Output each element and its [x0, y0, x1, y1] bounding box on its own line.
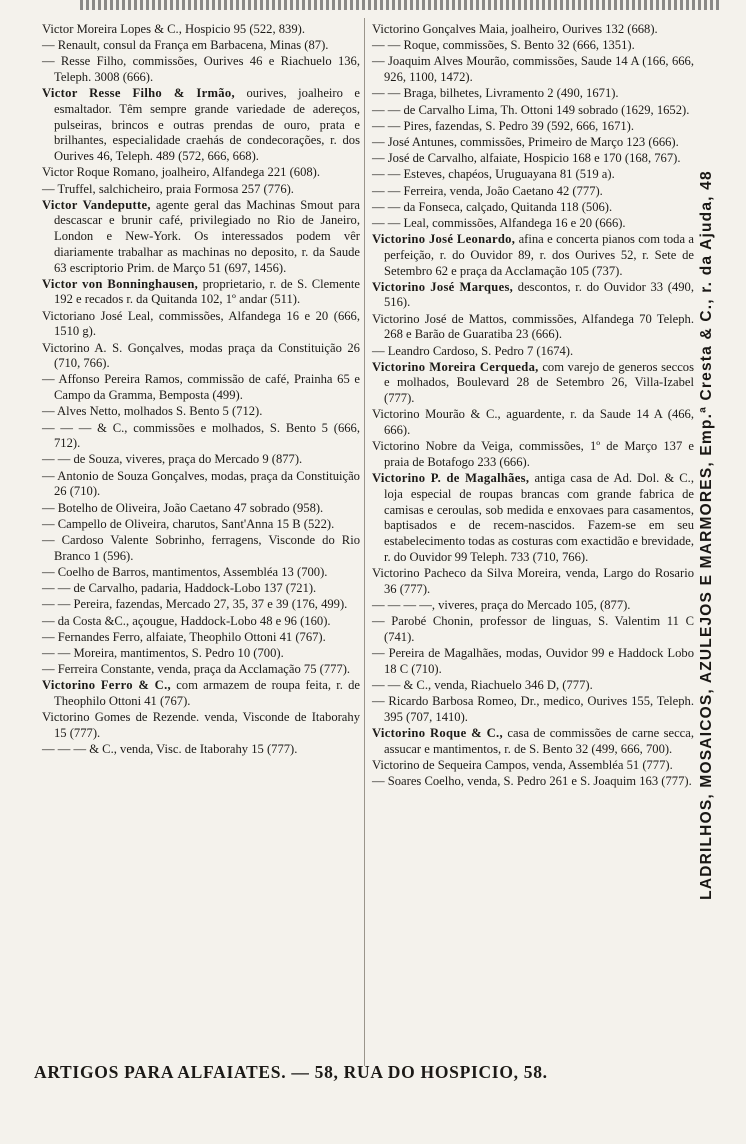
- entry-name: Victorino Ferro & C.,: [42, 678, 171, 693]
- entry-details: venda, Visc. de Itaborahy 15 (777).: [120, 742, 298, 757]
- entry-name: — Botelho de Oliveira,: [42, 500, 161, 515]
- entry-details: Th. Ottoni 149 sobrado (1629, 1652).: [500, 102, 690, 117]
- directory-entry: [372, 646, 694, 677]
- directory-entry: [42, 277, 360, 308]
- entry-name: Victorino Gomes de Rezende.: [42, 710, 200, 725]
- entry-details: professor de linguas, S. Valentim 11 C (741).: [384, 614, 694, 644]
- entry-details: chapéos, Uruguayana 81 (519 a).: [448, 167, 615, 182]
- side-advertisement-text: LADRILHOS, MOSAICOS, AZULEJOS E MARMORES, Emp.ª Cresta & C., r. da Ajuda, 48: [698, 170, 716, 900]
- entry-name: Victor Roque Romano,: [42, 165, 159, 180]
- entry-name: Victor Moreira Lopes & C.,: [42, 22, 182, 36]
- entry-name: Victorino Gonçalves Maia,: [372, 22, 508, 36]
- entry-details: joalheiro, Alfandega 221 (608).: [161, 165, 321, 180]
- entry-details: commissão de café, Prainha 65 e Campo da Gramma, Bemposta (499).: [54, 372, 361, 403]
- entry-name: Victoriano José Leal,: [42, 308, 154, 323]
- directory-entry: [42, 54, 360, 85]
- entry-details: João Caetano 47 sobrado (958).: [163, 500, 324, 515]
- entry-details: antiga casa de Ad. Dol. & C., loja especial de roupas brancas com grande fabrica de camisas e ceroulas, sob medida e enxovaes para casamentos, baptisados e de recem-nascidos. Fazem-se em seu estabelecimento todas as costuras com exactidão e brevidade, r. do Ouvidor 99 Teleph. 733 (710, 766).: [384, 471, 694, 564]
- directory-entry: [42, 404, 360, 420]
- entry-name: Victor von Bonninghausen,: [42, 276, 199, 291]
- entry-name: — Renault,: [42, 38, 101, 53]
- entry-name: — Joaquim Alves Mourão,: [372, 54, 510, 69]
- entry-details: padaria, Haddock-Lobo 137 (721).: [141, 581, 317, 596]
- entry-name: Victorino A. S. Gonçalves,: [42, 340, 185, 355]
- directory-entry: [42, 341, 360, 372]
- directory-entry: [372, 184, 694, 200]
- directory-entry: [42, 597, 360, 613]
- directory-entry: [42, 662, 360, 678]
- entry-details: commissões, Saude 14 A (166, 666, 926, 1100, 1472).: [384, 54, 695, 85]
- entry-details: casa de commissões de carne secca, assucar e mantimentos, r. de S. Bento 32 (499, 666, 700).: [384, 725, 695, 756]
- column-divider: [364, 18, 365, 1066]
- directory-entry: [42, 517, 360, 533]
- directory-entry: [372, 678, 694, 694]
- entry-details: alfaiate, Hospicio 168 e 170 (168, 767).: [480, 151, 681, 166]
- directory-entry: [42, 22, 360, 38]
- entry-details: commissões, 1º de Março 137 e praia de Botafogo 233 (666).: [384, 439, 694, 469]
- entry-name: — — Esteves,: [372, 167, 446, 182]
- right-column: [372, 22, 694, 790]
- entry-details: descontos, r. do Ouvidor 33 (490, 516).: [384, 279, 694, 310]
- entry-details: viveres, praça do Mercado 9 (877).: [125, 452, 303, 467]
- entry-name: — — de Carvalho Lima,: [372, 102, 498, 117]
- entry-name: — Coelho de Barros,: [42, 564, 150, 579]
- entry-details: commissões e molhados, S. Bento 5 (666, 712).: [54, 420, 361, 451]
- entry-details: ferragens, Visconde do Rio Branco 1 (596).: [54, 533, 360, 563]
- directory-entry: [372, 135, 694, 151]
- entry-name: — Antonio de Souza Gonçalves,: [42, 468, 208, 483]
- directory-entry: [372, 344, 694, 360]
- entry-details: mantimentos, S. Pedro 10 (700).: [120, 645, 284, 660]
- directory-entry: [372, 22, 694, 38]
- entry-name: Victorino Roque & C.,: [372, 725, 503, 740]
- directory-entry: [42, 678, 360, 709]
- entry-details: charutos, Sant'Anna 15 B (522).: [172, 516, 335, 531]
- entry-name: Victorino José de Mattos,: [372, 311, 507, 326]
- entry-details: alfaiate, Theophilo Ottoni 41 (767).: [146, 629, 326, 644]
- directory-entry: [372, 471, 694, 565]
- entry-name: — — — —,: [372, 597, 435, 612]
- entry-details: consul da França em Barbacena, Minas (87).: [103, 38, 329, 53]
- entry-details: aguardente, r. da Saude 14 A (466, 666).: [384, 407, 694, 438]
- entry-name: — — Braga,: [372, 86, 437, 101]
- entry-details: venda, Largo do Rosario 36 (777).: [384, 565, 695, 596]
- entry-details: açougue, Haddock-Lobo 48 e 96 (160).: [132, 613, 331, 628]
- entry-name: Victor Vandeputte,: [42, 197, 151, 212]
- directory-entry: [42, 710, 360, 741]
- entry-details: modas, Ouvidor 99 e Haddock Lobo 18 C (710).: [384, 645, 694, 676]
- directory-entry: [372, 566, 694, 597]
- entry-name: — Ricardo Barbosa Romeo,: [372, 694, 517, 709]
- entry-details: fazendas, Mercado 27, 35, 37 e 39 (176, 499).: [115, 597, 348, 612]
- directory-entry: [42, 38, 360, 54]
- entry-details: agente geral das Machinas Smout para descascar e brunir café, privilegiado no Rio de Janeiro, London e New-York. Os interessados podem vêr diariamente trabalhar as machinas no deposito, r. da Saude 63 escriptorio Prim. de Março 51 (697, 1456).: [54, 197, 360, 275]
- entry-details: proprietario, r. de S. Clemente 192 e recados r. da Quitanda 102, 1º andar (511).: [54, 276, 360, 307]
- directory-entry: [372, 726, 694, 757]
- entry-details: venda, João Caetano 42 (777).: [449, 183, 603, 198]
- directory-entry: [372, 103, 694, 119]
- entry-details: mantimentos, Assembléa 13 (700).: [152, 564, 328, 579]
- directory-entry: [42, 86, 360, 165]
- entry-name: — Soares Coelho,: [372, 774, 464, 789]
- directory-entry: [372, 694, 694, 725]
- entry-name: — — Leal,: [372, 215, 430, 230]
- entry-name: — — Pires,: [372, 118, 432, 133]
- entry-details: bilhetes, Livramento 2 (490, 1671).: [439, 86, 619, 101]
- entry-name: — — Moreira,: [42, 645, 118, 660]
- entry-details: modas praça da Constituição 26 (710, 766).: [54, 340, 360, 371]
- entry-name: Victorino de Sequeira Campos,: [372, 757, 530, 772]
- entry-name: — — — & C.,: [42, 420, 128, 435]
- entry-details: modas, praça da Constituição 26 (710).: [54, 468, 360, 499]
- entry-details: commissões, Ourives 46 e Riachuelo 136, Teleph. 3008 (666).: [54, 54, 360, 85]
- entry-name: Victorino P. de Magalhães,: [372, 471, 530, 486]
- directory-entry: [42, 372, 360, 403]
- entry-name: Victorino Pacheco da Silva Moreira,: [372, 565, 562, 580]
- entry-details: molhados S. Bento 5 (712).: [123, 404, 263, 419]
- entry-name: — — & C.,: [372, 677, 432, 692]
- directory-entry: [372, 360, 694, 407]
- entry-name: — — de Carvalho,: [42, 581, 138, 596]
- printed-border-strip: [80, 0, 720, 10]
- directory-entry: [372, 119, 694, 135]
- directory-entry: [372, 200, 694, 216]
- entry-name: Victorino José Marques,: [372, 279, 514, 294]
- entry-name: Victorino José Leonardo,: [372, 232, 516, 247]
- entry-name: — da Costa &C.,: [42, 613, 130, 628]
- entry-details: commissões, Primeiro de Março 123 (666).: [460, 134, 679, 149]
- entry-name: — Affonso Pereira Ramos,: [42, 372, 183, 387]
- directory-entry: [42, 165, 360, 181]
- entry-details: venda, Riachuelo 346 D, (777).: [434, 677, 593, 692]
- entry-name: — — Roque,: [372, 38, 440, 53]
- entry-details: Hospicio 95 (522, 839).: [185, 22, 305, 36]
- directory-entry: [372, 614, 694, 645]
- entry-name: — — Ferreira,: [372, 183, 447, 198]
- directory-entry: [372, 774, 694, 790]
- directory-entry: [372, 151, 694, 167]
- side-advertisement: [694, 30, 720, 1040]
- directory-entry: [42, 742, 360, 758]
- directory-entry: [372, 86, 694, 102]
- entry-details: salchicheiro, praia Formosa 257 (776).: [98, 181, 294, 196]
- entry-details: commissões, S. Bento 32 (666, 1351).: [442, 38, 635, 53]
- footer-advertisement: ARTIGOS PARA ALFAIATES. — 58, RUA DO HOSPICIO, 58.: [34, 1062, 548, 1082]
- entry-details: commissões, Alfandega 70 Teleph. 268 e Barão de Guaratiba 23 (666).: [384, 311, 694, 342]
- directory-entry: [372, 758, 694, 774]
- directory-entry: [42, 469, 360, 500]
- entry-details: com armazem de roupa feita, r. de Theophilo Ottoni 41 (767).: [54, 678, 360, 709]
- directory-entry: [42, 581, 360, 597]
- entry-name: — Pereira de Magalhães,: [372, 645, 502, 660]
- entry-name: — — da Fonseca,: [372, 199, 463, 214]
- entry-name: — José de Carvalho,: [372, 151, 477, 166]
- entry-name: — — — & C.,: [42, 742, 117, 757]
- left-column: [42, 22, 360, 758]
- entry-name: — — Pereira,: [42, 597, 113, 612]
- entry-details: afina e concerta pianos com toda a perfeição, r. do Ouvidor 89, r. dos Ourives 52, r. Sete de Setembro 62 e praça da Acclamação 105 (737).: [384, 232, 694, 278]
- entry-name: — Truffel,: [42, 181, 96, 196]
- directory-entry: [42, 533, 360, 564]
- directory-entry: [372, 598, 694, 614]
- entry-details: fazendas, S. Pedro 39 (592, 666, 1671).: [434, 118, 635, 133]
- directory-entry: [42, 630, 360, 646]
- directory-entry: [42, 501, 360, 517]
- directory-entry: [372, 232, 694, 279]
- entry-details: S. Pedro 7 (1674).: [481, 343, 574, 358]
- entry-name: Victor Resse Filho & Irmão,: [42, 86, 235, 101]
- entry-details: calçado, Quitanda 118 (506).: [466, 199, 613, 214]
- entry-details: venda, Visconde de Itaborahy 15 (777).: [54, 710, 360, 740]
- entry-name: — Parobé Chonin,: [372, 614, 474, 629]
- entry-name: — José Antunes,: [372, 134, 458, 149]
- directory-entry: [372, 54, 694, 85]
- entry-name: — Resse Filho,: [42, 54, 127, 69]
- directory-entry: [42, 646, 360, 662]
- entry-name: — Cardoso Valente Sobrinho,: [42, 533, 205, 547]
- entry-name: — Leandro Cardoso,: [372, 343, 478, 358]
- entry-details: venda, S. Pedro 261 e S. Joaquim 163 (777).: [467, 774, 692, 789]
- entry-name: Victorino Mourão & C.,: [372, 407, 501, 422]
- directory-entry: [42, 309, 360, 340]
- directory-entry: [372, 216, 694, 232]
- entry-name: — Ferreira Constante,: [42, 662, 155, 677]
- entry-details: commissões, Alfandega 16 e 20 (666).: [432, 215, 626, 230]
- directory-entry: [372, 407, 694, 438]
- directory-entry: [42, 421, 360, 452]
- directory-entry: [42, 565, 360, 581]
- entry-name: — — de Souza,: [42, 452, 123, 467]
- directory-entry: [372, 38, 694, 54]
- entry-details: joalheiro, Ourives 132 (668).: [511, 22, 658, 36]
- directory-entry: [372, 312, 694, 343]
- directory-entry: [42, 198, 360, 277]
- directory-entry: [372, 167, 694, 183]
- directory-entry: [42, 182, 360, 198]
- entry-details: com varejo de generos seccos e molhados, Boulevard 28 de Setembro 26, Villa-Izabel (777).: [384, 359, 695, 406]
- entry-details: commissões, Alfandega 16 e 20 (666, 1510 g).: [54, 308, 360, 339]
- entry-details: ourives, joalheiro e esmaltador. Têm sempre grande variedade de adereços, pulseiras, brincos e outras prendas de ouro, prata e brilhantes, especialidade craehás de condecorações, r. dos Ourives 46, Teleph. 489 (572, 666, 668).: [54, 86, 360, 164]
- entry-details: Dr., medico, Ourives 155, Teleph. 395 (707, 1410).: [384, 694, 695, 724]
- directory-entry: [42, 452, 360, 468]
- entry-details: viveres, praça do Mercado 105, (877).: [438, 597, 631, 612]
- entry-details: venda, Assembléa 51 (777).: [532, 757, 673, 772]
- directory-entry: [42, 614, 360, 630]
- entry-name: — Fernandes Ferro,: [42, 629, 144, 644]
- entry-name: — Alves Netto,: [42, 404, 121, 419]
- entry-name: Victorino Moreira Cerqueda,: [372, 359, 539, 374]
- directory-entry: [372, 280, 694, 311]
- entry-details: venda, praça da Acclamação 75 (777).: [157, 662, 351, 677]
- entry-name: — Campello de Oliveira,: [42, 516, 170, 531]
- directory-entry: [372, 439, 694, 470]
- entry-name: Victorino Nobre da Veiga,: [372, 439, 513, 454]
